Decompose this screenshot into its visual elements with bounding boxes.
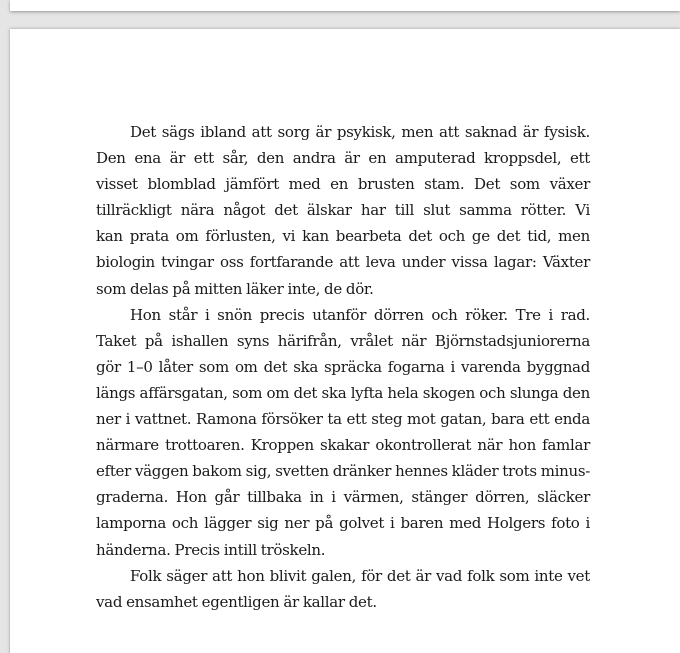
text-line: Den ena är ett sår, den andra är en amputerad kroppsdel, ett xyxy=(96,149,590,168)
paragraph xyxy=(96,119,590,302)
document-page xyxy=(10,29,680,653)
text-line: som delas på mitten läker inte, de dör. xyxy=(96,279,374,298)
page-body-text xyxy=(96,119,590,615)
previous-page-edge xyxy=(10,0,680,11)
text-line: gör 1–0 låter som om det ska spräcka fogarna i varenda byggnad xyxy=(96,357,590,376)
text-line: händerna. Precis intill tröskeln. xyxy=(96,540,326,559)
text-line: kan prata om förlusten, vi kan bearbeta det och ge det tid, men xyxy=(96,227,590,246)
text-line: Det sägs ibland att sorg är psykisk, men att saknad är fysisk. xyxy=(130,123,590,141)
text-line: längs affärsgatan, som om det ska lyfta hela skogen och slunga den xyxy=(96,383,590,402)
paragraph xyxy=(96,302,590,563)
text-line: tillräckligt nära något det älskar har till slut samma rötter. Vi xyxy=(96,201,590,220)
text-line: Folk säger att hon blivit galen, för det är vad folk som inte vet xyxy=(130,566,590,585)
text-line: ner i vattnet. Ramona försöker ta ett steg mot gatan, bara ett enda xyxy=(96,410,590,429)
text-line: visset blomblad jämfört med en brusten stam. Det som växer xyxy=(96,175,590,194)
text-line: biologin tvingar oss fortfarande att leva under vissa lagar: Växter xyxy=(96,253,590,272)
text-line: vad ensamhet egentligen är kallar det. xyxy=(96,592,377,611)
text-line: efter väggen bakom sig, svetten dränker hennes kläder trots minus- xyxy=(96,462,591,481)
text-line: graderna. Hon går tillbaka in i värmen, stänger dörren, släcker xyxy=(96,488,590,507)
text-line: Taket på ishallen syns härifrån, vrålet när Björnstadsjuniorerna xyxy=(96,331,590,350)
text-line: närmare trottoaren. Kroppen skakar okontrollerat när hon famlar xyxy=(96,436,590,455)
text-line: Hon står i snön precis utanför dörren och röker. Tre i rad. xyxy=(130,305,590,324)
paragraph xyxy=(96,563,590,615)
text-line: lamporna och lägger sig ner på golvet i baren med Holgers foto i xyxy=(96,514,590,533)
